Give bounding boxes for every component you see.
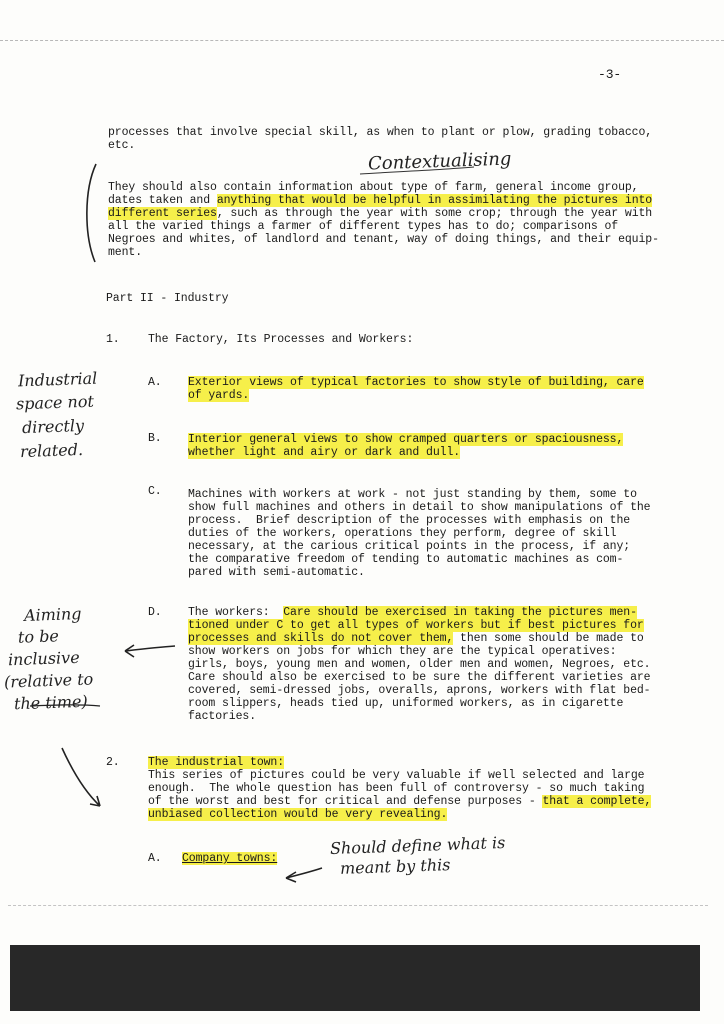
item-d-line-3: processes and skills do not cover them, then some should be made to (188, 632, 644, 645)
annotation-define-1: Should define what is (329, 832, 506, 859)
annotation-aiming-2: to be (17, 626, 60, 647)
section-2-number: 2. (106, 756, 120, 769)
item-c-line-4: duties of the workers, operations they perform, degree of skill (188, 527, 617, 540)
arrow-to-section-2 (62, 748, 100, 806)
item-c-line-2: show full machines and others in detail to show manipulations of the (188, 501, 651, 514)
item-2a-title (182, 852, 277, 865)
item-c-line-3: process. Brief description of the processes with emphasis on the (188, 514, 631, 527)
highlight: whether light and airy or dark and dull. (188, 446, 461, 459)
highlight: different series (108, 207, 217, 220)
item-b-line-2 (188, 446, 460, 459)
para2-line-2: dates taken and anything that would be helpful in assimilating the pictures into (108, 194, 653, 207)
highlight: unbiased collection would be very revealing. (148, 808, 448, 821)
intro-line-2: etc. (108, 139, 136, 152)
section-1-number: 1. (106, 333, 120, 346)
highlight: that a complete, (542, 795, 652, 808)
margin-bracket (87, 164, 96, 262)
section-2-line-3: of the worst and best for critical and defense purposes - that a complete, (148, 795, 652, 808)
item-c-line-6: the comparative freedom of tending to automatic machines as com- (188, 553, 624, 566)
item-c-line-5: necessary, at the carious critical points in the process, if any; (188, 540, 631, 553)
annotation-industrial-4: related. (19, 439, 84, 462)
highlight: of yards. (188, 389, 250, 402)
item-b-letter: B. (148, 432, 162, 445)
arrow-to-company-towns (286, 868, 322, 882)
para2-line-3: different series, such as through the year with some crop; through the year with (108, 207, 653, 220)
annotation-industrial-1: Industrial (17, 368, 98, 391)
highlight: Exterior views of typical factories to show style of building, care (188, 376, 644, 389)
item-a-letter: A. (148, 376, 162, 389)
part-heading: Part II - Industry (106, 292, 229, 305)
annotation-aiming-1: Aiming (23, 604, 82, 625)
para2-line-6: ment. (108, 246, 143, 259)
scan-bottom-line (8, 905, 708, 906)
para2-line-5: Negroes and whites, of landlord and tenant, way of doing things, and their equip- (108, 233, 659, 246)
item-d-line-9: factories. (188, 710, 257, 723)
item-a-line-2 (188, 389, 249, 402)
highlight: The industrial town: (148, 756, 285, 769)
scan-dark-band (10, 945, 700, 1011)
item-2a-letter: A. (148, 852, 162, 865)
highlight: Care should be exercised in taking the pictures men- (283, 606, 637, 619)
item-d-line-7: covered, semi-dressed jobs, overalls, aprons, workers with flat bed- (188, 684, 651, 697)
arrow-to-item-d (125, 645, 175, 657)
item-c-letter: C. (148, 485, 162, 498)
item-d-line-4: show workers on jobs for which they are the typical operatives: (188, 645, 617, 658)
annotation-define-2: meant by this (339, 855, 451, 878)
annotation-contextualising: Contextualising (367, 148, 512, 175)
highlight: processes and skills do not cover them, (188, 632, 454, 645)
item-c-line-1: Machines with workers at work - not just standing by them, some to (188, 488, 637, 501)
annotation-aiming-4: (relative to (3, 669, 94, 692)
section-2-line-1: This series of pictures could be very valuable if well selected and large (148, 769, 645, 782)
item-d-line-1: The workers: Care should be exercised in taking the pictures men- (188, 606, 637, 619)
section-2-title (148, 756, 284, 769)
intro-line-1: processes that involve special skill, as when to plant or plow, grading tobacco, (108, 126, 653, 139)
item-d-line-5: girls, boys, young men and women, older men and women, Negroes, etc. (188, 658, 651, 671)
item-d-line-6: Care should also be exercised to be sure the different varieties are (188, 671, 651, 684)
item-c-line-7: pared with semi-automatic. (188, 566, 365, 579)
annotation-industrial-2: space not (15, 391, 95, 414)
highlight: anything that would be helpful in assimilating the pictures into (216, 194, 653, 207)
item-d-line-8: room slippers, heads tied up, uniformed workers, as in cigarette (188, 697, 624, 710)
highlight: Company towns: (182, 852, 278, 865)
item-b-line-1 (188, 433, 623, 446)
item-d-letter: D. (148, 606, 162, 619)
annotation-aiming-3: inclusive (7, 647, 80, 670)
section-2-line-2: enough. The whole question has been full of controversy - so much taking (148, 782, 645, 795)
para2-line-1: They should also contain information about type of farm, general income group, (108, 181, 639, 194)
item-d-line-2 (188, 619, 644, 632)
highlight: Interior general views to show cramped quarters or spaciousness, (188, 433, 624, 446)
para2-line-4: all the varied things a farmer of different types has to do; comparisons of (108, 220, 619, 233)
annotation-aiming-5: the time) (13, 691, 89, 714)
annotation-industrial-3: directly (21, 415, 85, 438)
section-1-title: The Factory, Its Processes and Workers: (148, 333, 414, 346)
highlight: tioned under C to get all types of workers but if best pictures for (188, 619, 644, 632)
item-a-line-1 (188, 376, 644, 389)
scan-top-line (0, 40, 724, 42)
page-number: -3- (598, 67, 622, 82)
section-2-line-4 (148, 808, 447, 821)
